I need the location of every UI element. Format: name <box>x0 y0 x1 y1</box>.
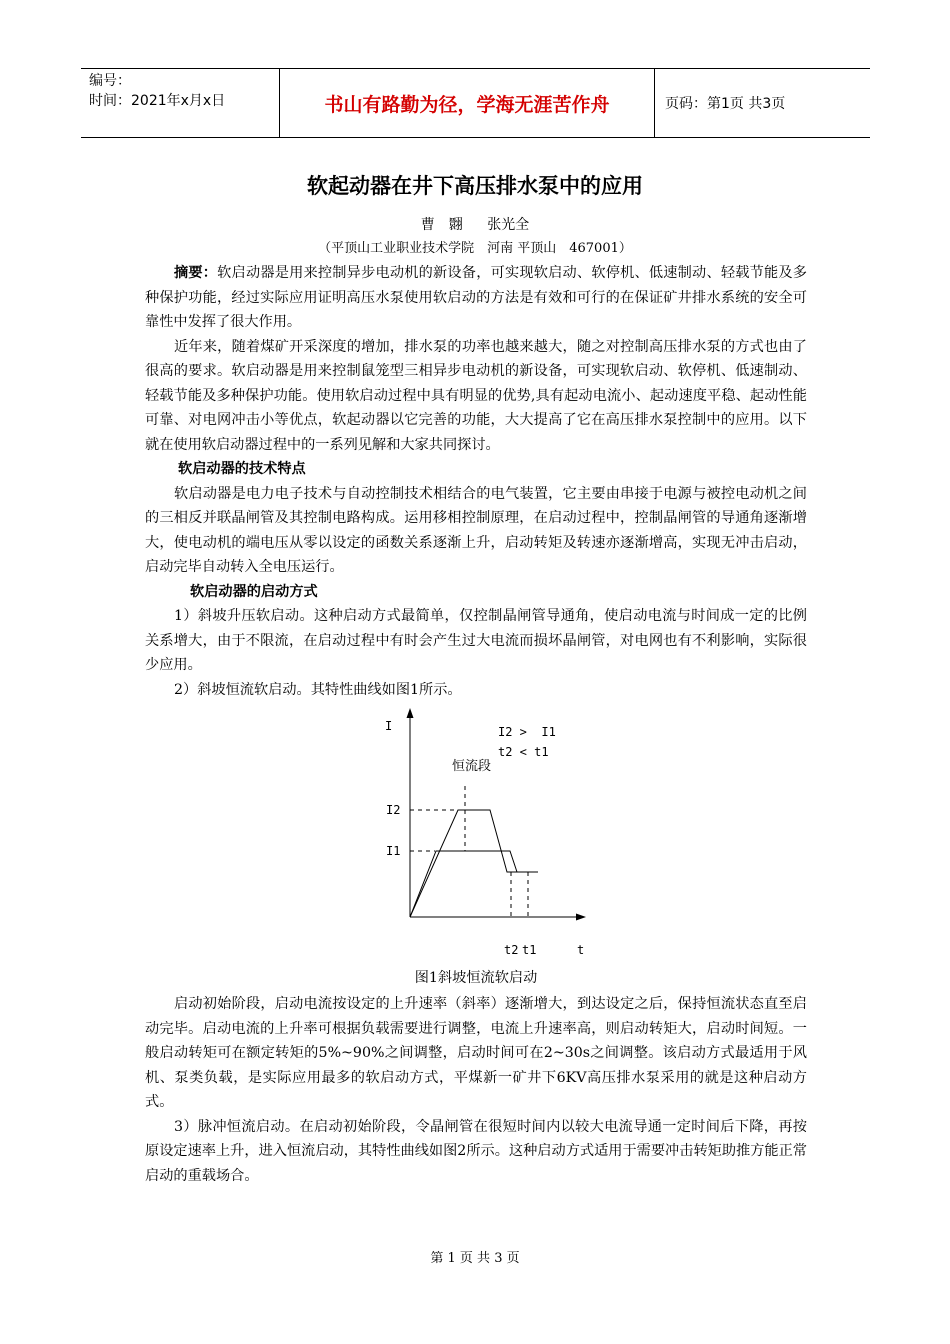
author-2: 张光全 <box>487 217 530 233</box>
x-axis-label: t <box>577 943 585 957</box>
figure-1 <box>145 702 807 964</box>
figure-1-graph <box>380 702 585 962</box>
legend-line-2: t2 < t1 <box>498 745 549 759</box>
time-label: 时间：2021年x月x日 <box>89 93 226 109</box>
x-axis-arrow <box>576 914 586 921</box>
author-1: 曹 翾 <box>420 217 463 233</box>
authors <box>0 214 950 234</box>
affiliation: （平顶山工业职业技术学院 河南 平顶山 467001） <box>318 241 632 256</box>
document-header <box>81 68 870 138</box>
figure-1-caption: 图1斜坡恒流软启动 <box>414 970 538 986</box>
curve-i1 <box>410 851 517 917</box>
paper-title: 软起动器在井下高压排水泵中的应用 <box>307 174 643 198</box>
legend-line-1: I2 > I1 <box>498 725 556 739</box>
section-1-text: 软启动器是电力电子技术与自动控制技术相结合的电气装置，它主要由串接于电源与被控电动机之间的三相反并联晶闸管及其控制电路构成。运用移相控制原理，在启动过程中，控制晶闸管的导通角逐渐增大，使电动机的端电压从零以设定的函数关系逐渐上升，启动转矩及转速亦逐渐增高，实现无冲击启动，启动完毕自动转入全电压运行。 <box>145 485 807 575</box>
section-2-heading: 软启动器的启动方式 <box>190 583 318 600</box>
intro-paragraph: 近年来，随着煤矿开采深度的增加，排水泵的功率也越来越大，随之对控制高压排水泵的方式也由了很高的要求。软启动器是用来控制鼠笼型三相异步电动机的新设备，可实现软启动、软停机、低速制动、轻载节能及多种保护功能。使用软启动过程中具有明显的优势,具有起动电流小、起动速度平稳、起动性能可靠、对电网冲击小等优点，软起动器以它完善的功能，大大提高了它在高压排水泵控制中的应用。以下就在使用软启动器过程中的一系列见解和大家共同探讨。 <box>145 338 807 453</box>
constant-current-label: 恒流段 <box>452 759 492 774</box>
abstract-label: 摘要： <box>174 265 218 281</box>
tick-t1-label: t1 <box>522 943 537 957</box>
tick-t2-label: t2 <box>504 943 519 957</box>
header-meta <box>81 69 278 137</box>
method-3: 3）脉冲恒流启动。在启动初始阶段，令晶闸管在很短时间内以较大电流导通一定时间后下降，再按原设定速率上升，进入恒流启动，其特性曲线如图2所示。这种启动方式适用于需要冲击转矩助推方能正常启动的重载场合。 <box>145 1118 807 1184</box>
header-page-info: 页码：第1页 共3页 <box>665 96 786 112</box>
level-i1-label: I1 <box>386 844 401 858</box>
number-label: 编号： <box>89 73 131 89</box>
section-1-heading: 软启动器的技术特点 <box>178 461 306 477</box>
method-2-explanation: 启动初始阶段，启动电流按设定的上升速率（斜率）逐渐增大，到达设定之后，保持恒流状态直至启动完毕。启动电流的上升率可根据负载需要进行调整，电流上升速率高，则启动转矩大，启动时间短。一般启动转矩可在额定转矩的5%~90%之间调整，启动时间可在2~30s之间调整。该启动方式最适用于风机、泵类负载，是实际应用最多的软启动方式，平煤新一矿井下6KV高压排水泵采用的就是这种启动方式。 <box>145 996 807 1110</box>
page-footer: 第 1 页 共 3 页 <box>430 1251 520 1266</box>
y-axis-arrow <box>407 708 414 718</box>
abstract-text: 软启动器是用来控制异步电动机的新设备，可实现软启动、软停机、低速制动、轻载节能及多种保护功能，经过实际应用证明高压水泵使用软启动的方法是有效和可行的在保证矿井排水系统的安全可靠性中发挥了很大作用。 <box>145 265 807 330</box>
level-i2-label: I2 <box>386 803 401 817</box>
y-axis-label: I <box>385 719 393 733</box>
curve-i2 <box>410 810 538 917</box>
article-body <box>145 261 807 1188</box>
method-2: 2）斜坡恒流软启动。其特性曲线如图1所示。 <box>174 681 462 698</box>
header-motto: 书山有路勤为径，学海无涯苦作舟 <box>279 69 655 137</box>
method-1: 1）斜坡升压软启动。这种启动方式最简单，仅控制晶闸管导通角，使启动电流与时间成一定的比例关系增大，由于不限流，在启动过程中有时会产生过大电流而损坏晶闸管，对电网也有不利影响，实际很少应用。 <box>145 608 807 673</box>
abstract <box>145 261 807 335</box>
